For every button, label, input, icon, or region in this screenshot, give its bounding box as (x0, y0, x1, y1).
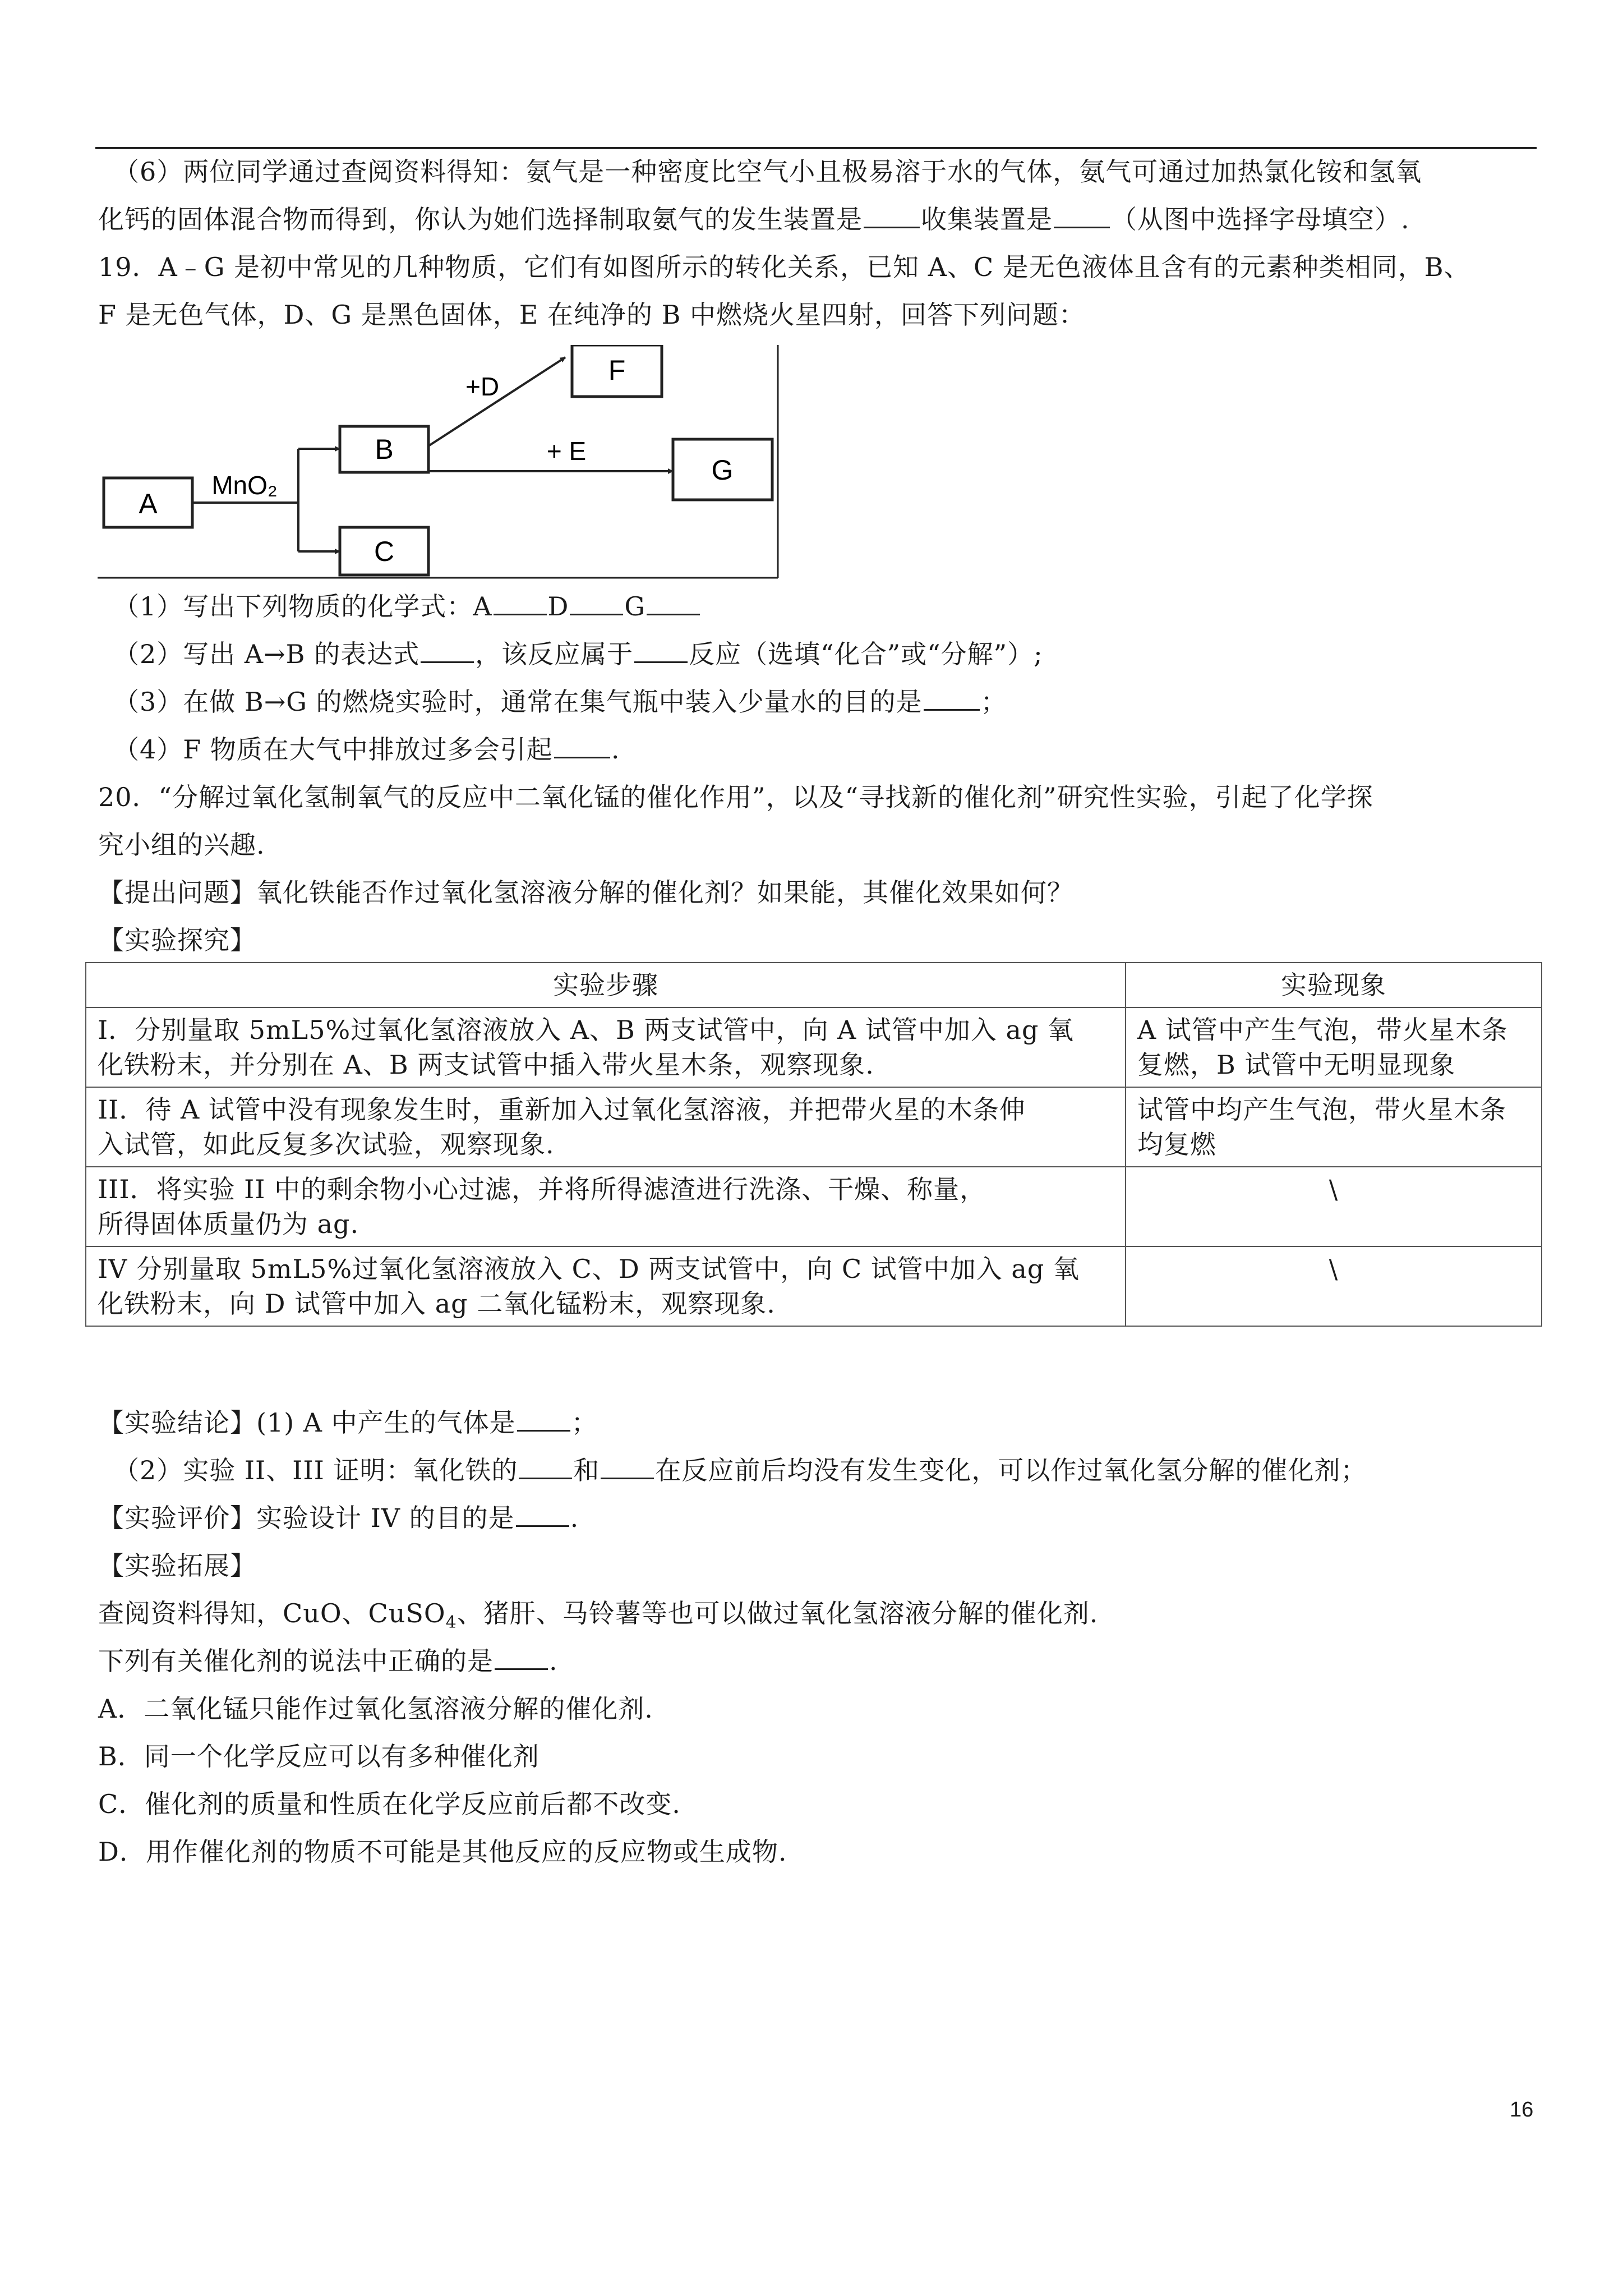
box-c-label: C (374, 536, 395, 567)
observation-cell: A 试管中产生气泡，带火星木条 复燃，B 试管中无明显现象 (1126, 1007, 1542, 1087)
table-row (86, 1167, 1542, 1246)
table-row (86, 1007, 1542, 1087)
q18-6-line1: （6）两位同学通过查阅资料得知：氨气是一种密度比空气小且极易溶于水的气体，氨气可通过加热氯化铵和氢氧 (113, 157, 1422, 187)
answer-blank[interactable] (1054, 204, 1110, 228)
box-g-label: G (711, 454, 734, 486)
answer-blank[interactable] (634, 639, 688, 663)
option-a: A．二氧化锰只能作过氧化氢溶液分解的催化剂. (98, 1694, 653, 1724)
table-row (86, 1087, 1542, 1167)
answer-blank[interactable] (601, 1455, 654, 1479)
step-cell: II．待 A 试管中没有现象发生时，重新加入过氧化氢溶液，并把带火星的木条伸 入试管，如此反复多次试验，观察现象. (86, 1087, 1126, 1167)
answer-blank[interactable] (647, 591, 700, 615)
q18-6-line2: 化钙的固体混合物而得到，你认为她们选择制取氨气的发生装置是 收集装置是 （从图中选择字母填空）. (98, 204, 1410, 234)
step-cell: IV 分别量取 5mL5%过氧化氢溶液放入 C、D 两支试管中，向 C 试管中加入 ag 氧 化铁粉末，向 D 试管中加入 ag 二氧化锰粉末，观察现象. (86, 1246, 1126, 1326)
answer-blank[interactable] (516, 1503, 569, 1527)
box-a-label: A (139, 488, 158, 519)
q19-sub1: （1）写出下列物质的化学式：A D G (113, 589, 701, 624)
q20-expand-heading: 【实验拓展】 (98, 1550, 256, 1581)
answer-blank[interactable] (421, 639, 474, 663)
q19-sub3: （3）在做 B→G 的燃烧实验时，通常在集气瓶中装入少量水的目的是 ； (113, 687, 1007, 717)
plus-e-label: + E (546, 436, 587, 466)
q20-conclusion-2: （2）实验 II、III 证明：氧化铁的 和 在反应前后均没有发生变化，可以作过氧化氢分解的催化剂； (113, 1455, 1367, 1485)
answer-blank[interactable] (570, 591, 623, 615)
answer-blank[interactable] (924, 687, 980, 711)
option-c: C．催化剂的质量和性质在化学反应前后都不改变. (98, 1789, 681, 1819)
observation-cell: \ (1126, 1167, 1542, 1246)
step-cell: Ⅰ．分别量取 5mL5%过氧化氢溶液放入 A、B 两支试管中，向 A 试管中加入 ag 氧 化铁粉末，并分别在 A、B 两支试管中插入带火星木条，观察现象. (86, 1007, 1126, 1087)
q19-line1: 19．A﹣G 是初中常见的几种物质，它们有如图所示的转化关系，已知 A、C 是无色液体且含有的元素种类相同，B、 (98, 252, 1470, 282)
q20-evaluation: 【实验评价】实验设计 IV 的目的是 . (98, 1503, 579, 1533)
table-row (86, 1246, 1542, 1326)
q20-line1: 20．“分解过氧化氢制氧气的反应中二氧化锰的催化作用”，以及“寻找新的催化剂”研究性实验，引起了化学探 (98, 782, 1373, 812)
q20-conclusion: 【实验结论】(1) A 中产生的气体是 ； (98, 1407, 598, 1438)
column-header-step: 实验步骤 (86, 963, 1126, 1007)
observation-cell: 试管中均产生气泡，带火星木条 均复燃 (1126, 1087, 1542, 1167)
q19-sub2: （2）写出 A→B 的表达式 ，该反应属于 反应（选填“化合”或“分解”）; (113, 639, 1043, 669)
q19-line2: F 是无色气体，D、G 是黑色固体，E 在纯净的 B 中燃烧火星四射，回答下列问题： (98, 300, 1086, 330)
header-rule (95, 147, 1537, 149)
catalyst-label: MnO₂ (211, 471, 278, 500)
answer-blank[interactable] (554, 734, 610, 758)
table-header-row (86, 963, 1542, 1007)
answer-blank[interactable] (494, 591, 547, 615)
q20-line2: 究小组的兴趣. (98, 830, 265, 860)
page-number: 16 (1510, 2098, 1534, 2122)
experiment-table (85, 962, 1542, 1327)
q20-info: 查阅资料得知，CuO、CuSO$_4$、猪肝、马铃薯等也可以做过氧化氢溶液分解的催化剂. (98, 1598, 1099, 1633)
q19-sub4: （4）F 物质在大气中排放过多会引起 . (113, 734, 620, 765)
q20-which: 下列有关催化剂的说法中正确的是 . (98, 1646, 558, 1676)
q20-explore-heading: 【实验探究】 (98, 925, 256, 955)
option-b: B．同一个化学反应可以有多种催化剂 (98, 1741, 540, 1772)
step-cell: III．将实验 II 中的剩余物小心过滤，并将所得滤渣进行洗涤、干燥、称量， 所得固体质量仍为 ag. (86, 1167, 1126, 1246)
answer-blank[interactable] (495, 1646, 548, 1670)
answer-blank[interactable] (519, 1455, 572, 1479)
plus-d-label: +D (465, 372, 500, 401)
answer-blank[interactable] (864, 204, 920, 228)
arrow-to-f (428, 357, 565, 446)
box-f-label: F (608, 355, 626, 386)
answer-blank[interactable] (517, 1407, 570, 1432)
column-header-observation: 实验现象 (1126, 963, 1542, 1007)
q20-question: 【提出问题】氧化铁能否作过氧化氢溶液分解的催化剂？如果能，其催化效果如何？ (98, 877, 1073, 908)
box-b-label: B (375, 434, 394, 465)
transformation-diagram (95, 345, 785, 581)
observation-cell: \ (1126, 1246, 1542, 1326)
option-d: D．用作催化剂的物质不可能是其他反应的反应物或生成物. (98, 1837, 787, 1867)
